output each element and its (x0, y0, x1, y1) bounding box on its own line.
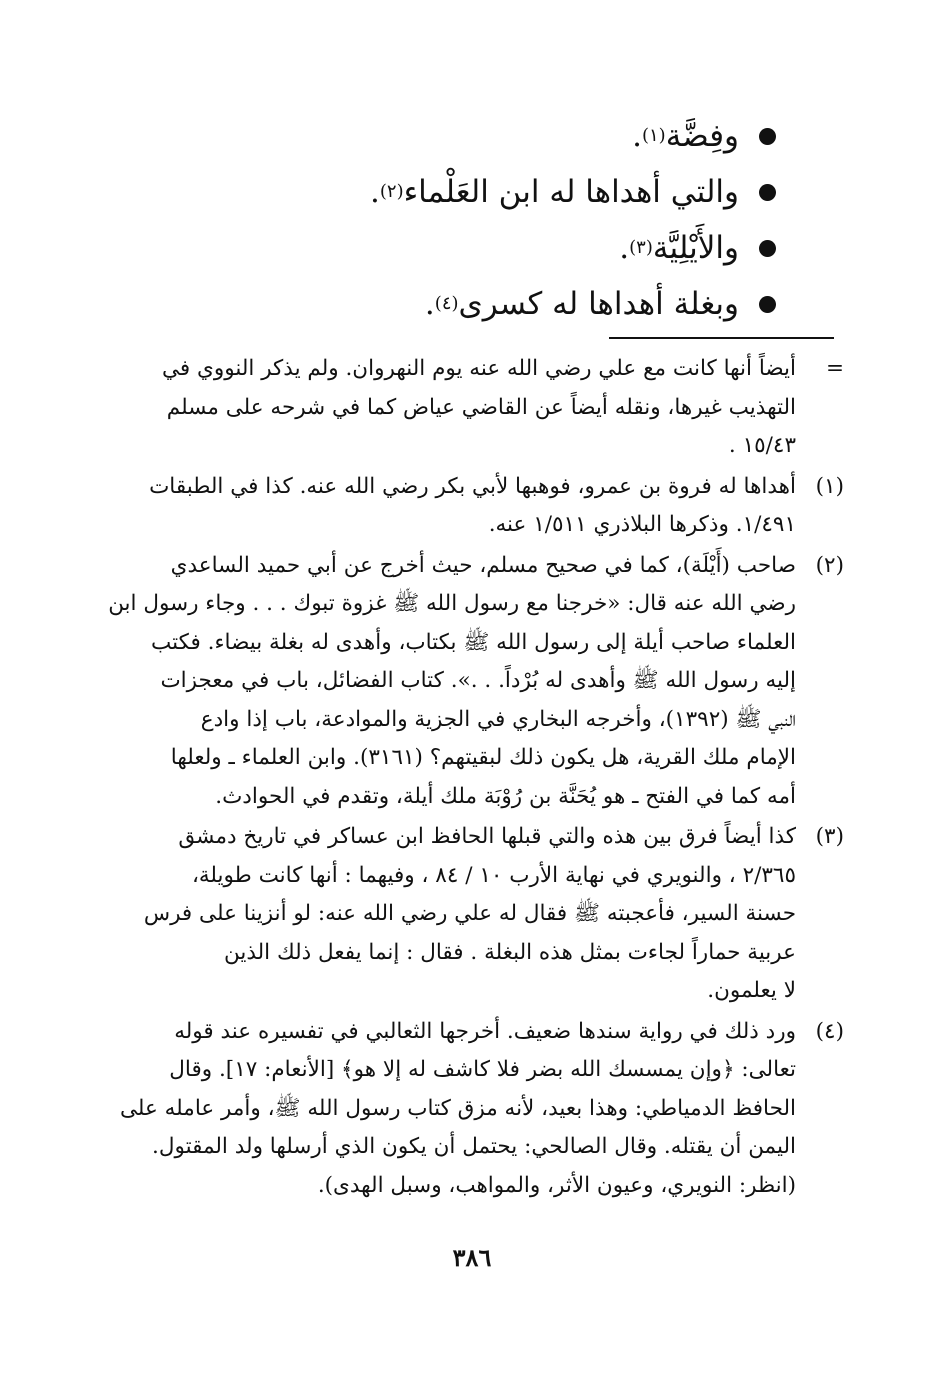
footnote-line: صاحب (أَيْلَة)، كما في صحيح مسلم، حيث أخرج عن أبي حميد الساعدي (170, 552, 796, 578)
bullet-dot-icon (759, 184, 776, 201)
footnote-line: كذا أيضاً فرق بين هذه والتي قبلها الحافظ ابن عساكر في تاريخ دمشق (178, 824, 796, 849)
footnote-body (106, 1013, 796, 1206)
footnote-line: رضي الله عنه قال: «خرجنا مع رسول الله ﷺ غزوة تبوك . . . وجاء رسول ابن (108, 591, 796, 616)
bullet-text: وفِضَّة (665, 118, 739, 154)
footnote-marker: (٢) (815, 552, 844, 578)
footnote-body (106, 468, 796, 545)
footnote-line: ١٥/٤٣ . (728, 433, 796, 458)
footnote-marker: (٤) (815, 1018, 844, 1044)
bullet-text: والتي أهداها له ابن العَلْماء (403, 174, 739, 210)
bullet-item: والتي أهداها له ابن العَلْماء (٢) . (136, 164, 776, 220)
footnote-body (106, 547, 796, 817)
bullet-text: وبغلة أهداها له كسرى (458, 286, 739, 322)
footnote-line: تعالى: ﴿وإن يمسسك الله بضر فلا كاشف له إلا هو﴾ [الأنعام: ١٧]. وقال (169, 1057, 796, 1082)
bullet-item: والأَيْلِيَّة (٣) . (136, 220, 776, 276)
footnote-marker: = (825, 356, 844, 381)
footnote-line: (انظر: النويري، وعيون الأثر، والمواهب، وسبل الهدى). (317, 1172, 796, 1198)
footnote-line: عربية حماراً لجاءت بمثل هذه البغلة . فقال : إنما يفعل ذلك الذين (223, 939, 796, 965)
footnote-continuation (106, 350, 844, 466)
footnote-line: الإمام ملك القرية، هل يكون ذلك لبقيتهم؟ (٣١٦١). وابن العلماء ـ ولعلها (170, 745, 796, 770)
bullet-list (136, 108, 776, 332)
footnote-marker: (١) (815, 473, 844, 499)
bullet-dot-icon (759, 128, 776, 145)
footnote-line: ٢/٣٦٥ ، والنويري في نهاية الأرب ١٠ / ٨٤ ، وفيهما : أنها كانت طويلة، (191, 862, 796, 888)
footnote-line: أهداها له فروة بن عمرو، فوهبها لأبي بكر رضي الله عنه. كذا في الطبقات (149, 473, 796, 499)
footnote-line: التهذيب غيرها، ونقله أيضاً عن القاضي عياض كما في شرحه على مسلم (166, 394, 796, 420)
footnote-line: أيضاً أنها كانت مع علي رضي الله عنه يوم النهروان. ولم يذكر النووي في (162, 356, 796, 381)
bullet-dot-icon (759, 296, 776, 313)
footnote-body (106, 350, 796, 466)
footnote-line: النبي ﷺ (١٣٩٢)، وأخرجه البخاري في الجزية والموادعة، باب إذا وادع (200, 706, 796, 732)
footnote-line: ورد ذلك في رواية سندها ضعيف. أخرجها الثعالبي في تفسيره عند قوله (174, 1018, 796, 1044)
footnote-line: أمه كما في الفتح ـ هو يُحَنَّة بن رُوْبَة ملك أيلة، وتقدم في الحوادث. (215, 783, 796, 809)
footnote-line: الحافظ الدمياطي: وهذا بعيد، لأنه مزق كتاب رسول الله ﷺ، وأمر عامله على (119, 1095, 796, 1121)
footnote-body (106, 818, 796, 1011)
footnote-1 (106, 468, 844, 545)
footnote-line: إليه رسول الله ﷺ وأهدى له بُرْداً. . .». كتاب الفضائل، باب في معجزات (160, 668, 796, 693)
footnote-marker: (٣) (815, 824, 844, 849)
bullet-tail: . (632, 118, 642, 154)
footnote-3 (106, 818, 844, 1011)
footnote-divider (609, 337, 834, 339)
bullet-item: وبغلة أهداها له كسرى (٤) . (136, 276, 776, 332)
bullet-tail: . (619, 230, 630, 266)
footnote-2 (106, 547, 844, 817)
footnote-line: لا يعلمون. (707, 978, 796, 1003)
bullet-tail: . (370, 174, 380, 210)
bullet-text: والأَيْلِيَّة (652, 230, 739, 266)
footnote-line: اليمن أن يقتله. وقال الصالحي: يحتمل أن يكون الذي أرسلها ولد المقتول. (152, 1134, 796, 1159)
bullet-item: وفِضَّة (١) . (136, 108, 776, 164)
footnote-line: العلماء صاحب أيلة إلى رسول الله ﷺ بكتاب، وأهدى له بغلة بيضاء. فكتب (151, 629, 796, 655)
footnotes (106, 350, 844, 1207)
bullet-tail: . (424, 286, 435, 322)
bullet-dot-icon (759, 240, 776, 257)
footnote-line: ١/٤٩١. وذكرها البلاذري ١/٥١١ عنه. (488, 512, 796, 537)
page-number: ٣٨٦ (452, 1243, 492, 1272)
footnote-4 (106, 1013, 844, 1206)
footnote-line: حسنة السير، فأعجبته ﷺ فقال له علي رضي الله عنه: لو أنزينا على فرس (143, 901, 796, 926)
